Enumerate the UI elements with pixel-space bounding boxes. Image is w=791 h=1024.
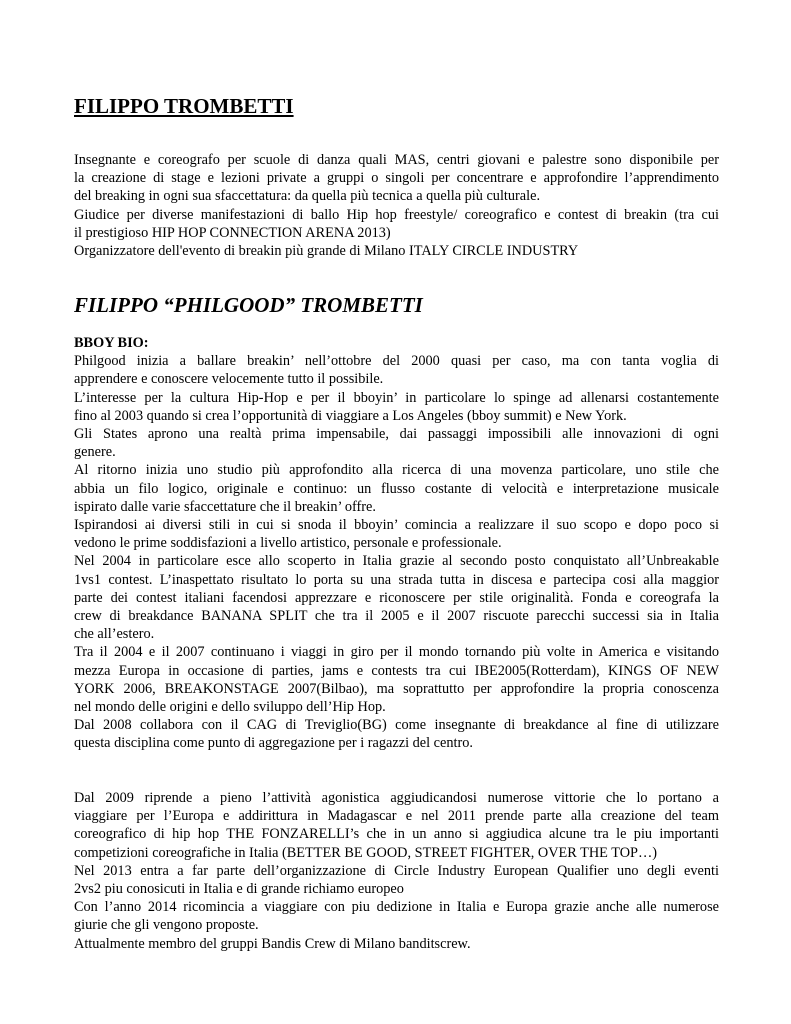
text-line: mezza Europa in occasione di parties, jams e contests tra cui IBE2005(Rotterdam), KINGS OF NEW [74, 662, 719, 679]
text-line: Nel 2013 entra a far parte dell’organizzazione di Circle Industry European Qualifier uno degli eventi [74, 862, 719, 879]
text-line: questa disciplina come punto di aggregazione per i ragazzi del centro. [74, 735, 473, 752]
intro-paragraph [74, 151, 719, 260]
text-line: L’interesse per la cultura Hip-Hop e per il bboyin’ in particolare lo spinge ad allenarsi costantemente [74, 389, 719, 406]
text-line: 1vs1 contest. L’inaspettato risultato lo porta su una strada tutta in discesa e partecipa cosi alla maggior [74, 571, 719, 588]
text-line: crew di breakdance BANANA SPLIT che tra il 2005 e il 2007 riscuote parecchi successi sia in Italia [74, 608, 719, 625]
text-line: parte dei contest italiani facendosi apprezzare e riconoscere per stile originalità. Fonda e coreografa la [74, 589, 719, 606]
text-line: apprendere e conoscere velocemente tutto il possibile. [74, 371, 384, 388]
text-line: Nel 2004 in particolare esce allo scoperto in Italia grazie al secondo posto conquistato all’Unbreakable [74, 553, 719, 570]
text-line: competizioni coreografiche in Italia (BETTER BE GOOD, STREET FIGHTER, OVER THE TOP…) [74, 844, 658, 861]
text-line: nel mondo delle origini e dello sviluppo dell’Hip Hop. [74, 699, 386, 716]
text-line: vedono le prime soddisfazioni a livello artistico, personale e professionale. [74, 535, 502, 552]
text-line: del breaking in ogni sua sfaccettatura: da quella più tecnica a quella più culturale. [74, 188, 541, 205]
text-line: Dal 2009 riprende a pieno l’attività agonistica aggiudicandosi numerose vittorie che lo portano a [74, 790, 719, 807]
text-line: abbia un filo logico, originale e continuo: un flusso costante di velocità e interpretazione musicale [74, 480, 719, 497]
text-line: coreografico di hip hop THE FONZARELLI’s che in un anno si aggiudica alcune tra le piu importanti [74, 826, 719, 843]
text-line [74, 771, 719, 789]
bio-heading: BBOY BIO: [74, 335, 149, 351]
text-line: Philgood inizia a ballare breakin’ nell’ottobre del 2000 quasi per caso, ma con tanta voglia di [74, 353, 719, 370]
text-line: giurie che gli vengono proposte. [74, 917, 259, 934]
text-line: fino al 2003 quando si crea l’opportunità di viaggiare a Los Angeles (bboy summit) e New York. [74, 407, 627, 424]
text-line: Gli States aprono una realtà prima impensabile, dai passaggi impossibili alle innovazioni di ogni [74, 426, 719, 443]
bio-section [74, 334, 719, 953]
text-line: Con l’anno 2014 ricomincia a viaggiare con piu dedizione in Italia e Europa grazie anche alle numerose [74, 899, 719, 916]
text-line: Giudice per diverse manifestazioni di ballo Hip hop freestyle/ coreografico e contest di breakin (tra cui [74, 206, 719, 223]
text-line: Organizzatore dell'evento di breakin più grande di Milano ITALY CIRCLE INDUSTRY [74, 243, 579, 260]
text-line: Ispirandosi ai diversi stili in cui si snoda il bboyin’ comincia a realizzare il suo scopo e dopo poco si [74, 517, 719, 534]
text-line: Dal 2008 collabora con il CAG di Treviglio(BG) come insegnante di breakdance al fine di utilizzare [74, 717, 719, 734]
text-line: YORK 2006, BREAKONSTAGE 2007(Bilbao), ma soprattutto per approfondire la propria conoscenza [74, 680, 719, 697]
text-line: Tra il 2004 e il 2007 continuano i viaggi in giro per il mondo tornando più volte in America e visitando [74, 644, 719, 661]
text-line: Attualmente membro del gruppi Bandis Crew di Milano banditscrew. [74, 935, 471, 952]
text-line: il prestigioso HIP HOP CONNECTION ARENA 2013) [74, 224, 391, 241]
text-line: 2vs2 piu conosicuti in Italia e di grande richiamo europeo [74, 881, 404, 898]
text-line: viaggiare per l’Europa e addirittura in Madagascar e nel 2011 prende parte alla creazione del team [74, 808, 719, 825]
text-line: ispirato dalle varie sfaccettature che il breakin’ offre. [74, 498, 376, 515]
text-line: Insegnante e coreografo per scuole di danza quali MAS, centri giovani e palestre sono disponibile per [74, 152, 719, 168]
text-line: genere. [74, 444, 116, 461]
section-title: FILIPPO “PHILGOOD” TROMBETTI [74, 293, 423, 317]
bio-text [74, 352, 719, 953]
text-line: Al ritorno inizia uno studio più approfondito alla ricerca di una movenza particolare, uno stile che [74, 462, 719, 479]
text-line: la creazione di stage e lezioni private a gruppi o singoli per concentrare e approfondire l’apprendimento [74, 170, 719, 187]
text-line [74, 753, 719, 771]
text-line: che all’estero. [74, 626, 155, 643]
page-title: FILIPPO TROMBETTI [74, 94, 294, 118]
